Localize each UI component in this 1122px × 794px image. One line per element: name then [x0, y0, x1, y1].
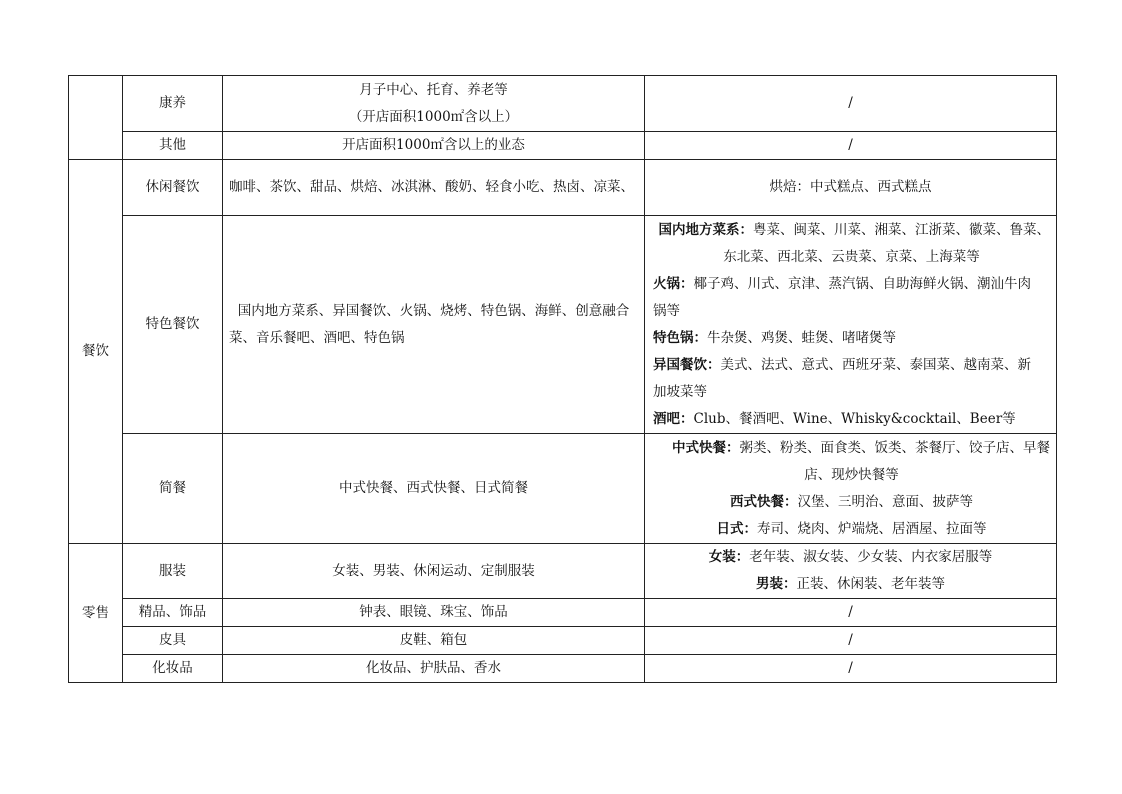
examples-cell: 化妆品、护肤品、香水	[223, 655, 645, 683]
detail-label: 特色锅：	[653, 329, 707, 346]
examples-line: 国内地方菜系、异国餐饮、火锅、烧烤、特色锅、海鲜、创意融合	[237, 302, 630, 319]
subcategory-cell: 其他	[123, 132, 223, 160]
detail-line	[653, 435, 1050, 462]
detail-text: 美式、法式、意式、西班牙菜、泰国菜、越南菜、新	[720, 356, 1031, 373]
examples-line: 月子中心、托育、养老等	[359, 81, 508, 98]
examples-cell	[223, 216, 645, 434]
examples-line: （开店面积1000㎡含以上）	[348, 108, 519, 125]
examples-cell: 咖啡、茶饮、甜品、烘焙、冰淇淋、酸奶、轻食小吃、热卤、凉菜、	[223, 160, 645, 216]
detail-label: 西式快餐：	[730, 493, 798, 510]
detail-line	[653, 516, 1050, 543]
subcategory-cell: 特色餐饮	[123, 216, 223, 434]
detail-text: 粤菜、闽菜、川菜、湘菜、江浙菜、徽菜、鲁菜、	[753, 221, 1050, 238]
detail-label: 火锅：	[653, 275, 694, 292]
category-cell: 餐饮	[69, 160, 123, 544]
detail-line	[653, 325, 1050, 352]
detail-cell: 烘焙：中式糕点、西式糕点	[645, 160, 1057, 216]
detail-cell: /	[645, 76, 1057, 132]
category-cell-empty	[69, 76, 123, 160]
detail-text: 粥类、粉类、面食类、饭类、茶餐厅、饺子店、早餐	[739, 439, 1050, 456]
table-row	[69, 544, 1057, 599]
detail-label: 女装：	[708, 549, 750, 565]
detail-line	[653, 271, 1050, 298]
detail-line: 店、现炒快餐等	[804, 466, 899, 483]
detail-cell	[645, 544, 1057, 599]
subcategory-cell: 休闲餐饮	[123, 160, 223, 216]
detail-line	[653, 406, 1050, 433]
detail-line	[653, 352, 1050, 379]
detail-label: 异国餐饮：	[653, 356, 721, 373]
detail-line: 锅等	[653, 302, 680, 319]
table-row	[69, 627, 1057, 655]
table-row	[69, 76, 1057, 132]
table-row	[69, 216, 1057, 434]
detail-line	[653, 217, 1050, 244]
table-row	[69, 434, 1057, 544]
examples-cell: 钟表、眼镜、珠宝、饰品	[223, 599, 645, 627]
subcategory-cell: 皮具	[123, 627, 223, 655]
detail-label: 酒吧：	[653, 410, 694, 427]
detail-text: Club、餐酒吧、Wine、Whisky&cocktail、Beer等	[693, 410, 1016, 427]
detail-label: 男装：	[756, 576, 797, 592]
detail-label: 日式：	[716, 520, 757, 537]
business-format-table	[68, 75, 1057, 683]
examples-cell: 皮鞋、箱包	[223, 627, 645, 655]
detail-cell: /	[645, 599, 1057, 627]
detail-text: 正装、休闲装、老年装等	[796, 576, 945, 592]
category-cell: 零售	[69, 544, 123, 683]
detail-text: 老年装、淑女装、少女装、内衣家居服等	[749, 549, 993, 565]
subcategory-cell: 康养	[123, 76, 223, 132]
detail-cell	[645, 434, 1057, 544]
examples-cell: 开店面积1000㎡含以上的业态	[223, 132, 645, 160]
subcategory-cell: 化妆品	[123, 655, 223, 683]
examples-cell: 女装、男装、休闲运动、定制服装	[223, 544, 645, 599]
table-row	[69, 655, 1057, 683]
detail-text: 牛杂煲、鸡煲、蛙煲、啫啫煲等	[707, 329, 896, 346]
detail-line: 东北菜、西北菜、云贵菜、京菜、上海菜等	[723, 248, 980, 265]
subcategory-cell: 简餐	[123, 434, 223, 544]
examples-cell: 中式快餐、西式快餐、日式简餐	[223, 434, 645, 544]
detail-label: 国内地方菜系：	[658, 221, 753, 238]
detail-cell: /	[645, 627, 1057, 655]
detail-cell	[645, 216, 1057, 434]
table-row	[69, 132, 1057, 160]
detail-line	[653, 489, 1050, 516]
subcategory-cell: 精品、饰品	[123, 599, 223, 627]
detail-cell: /	[645, 655, 1057, 683]
detail-line	[651, 544, 1050, 571]
examples-line: 菜、音乐餐吧、酒吧、特色锅	[229, 329, 405, 346]
detail-text: 寿司、烧肉、炉端烧、居酒屋、拉面等	[757, 520, 987, 537]
detail-line	[651, 571, 1050, 598]
detail-line: 加坡菜等	[653, 383, 707, 400]
subcategory-cell: 服装	[123, 544, 223, 599]
detail-cell: /	[645, 132, 1057, 160]
examples-cell	[223, 76, 645, 132]
detail-label: 中式快餐：	[672, 439, 740, 456]
detail-text: 汉堡、三明治、意面、披萨等	[797, 493, 973, 510]
detail-text: 椰子鸡、川式、京津、蒸汽锅、自助海鲜火锅、潮汕牛肉	[693, 275, 1031, 292]
table-row	[69, 599, 1057, 627]
table-row	[69, 160, 1057, 216]
